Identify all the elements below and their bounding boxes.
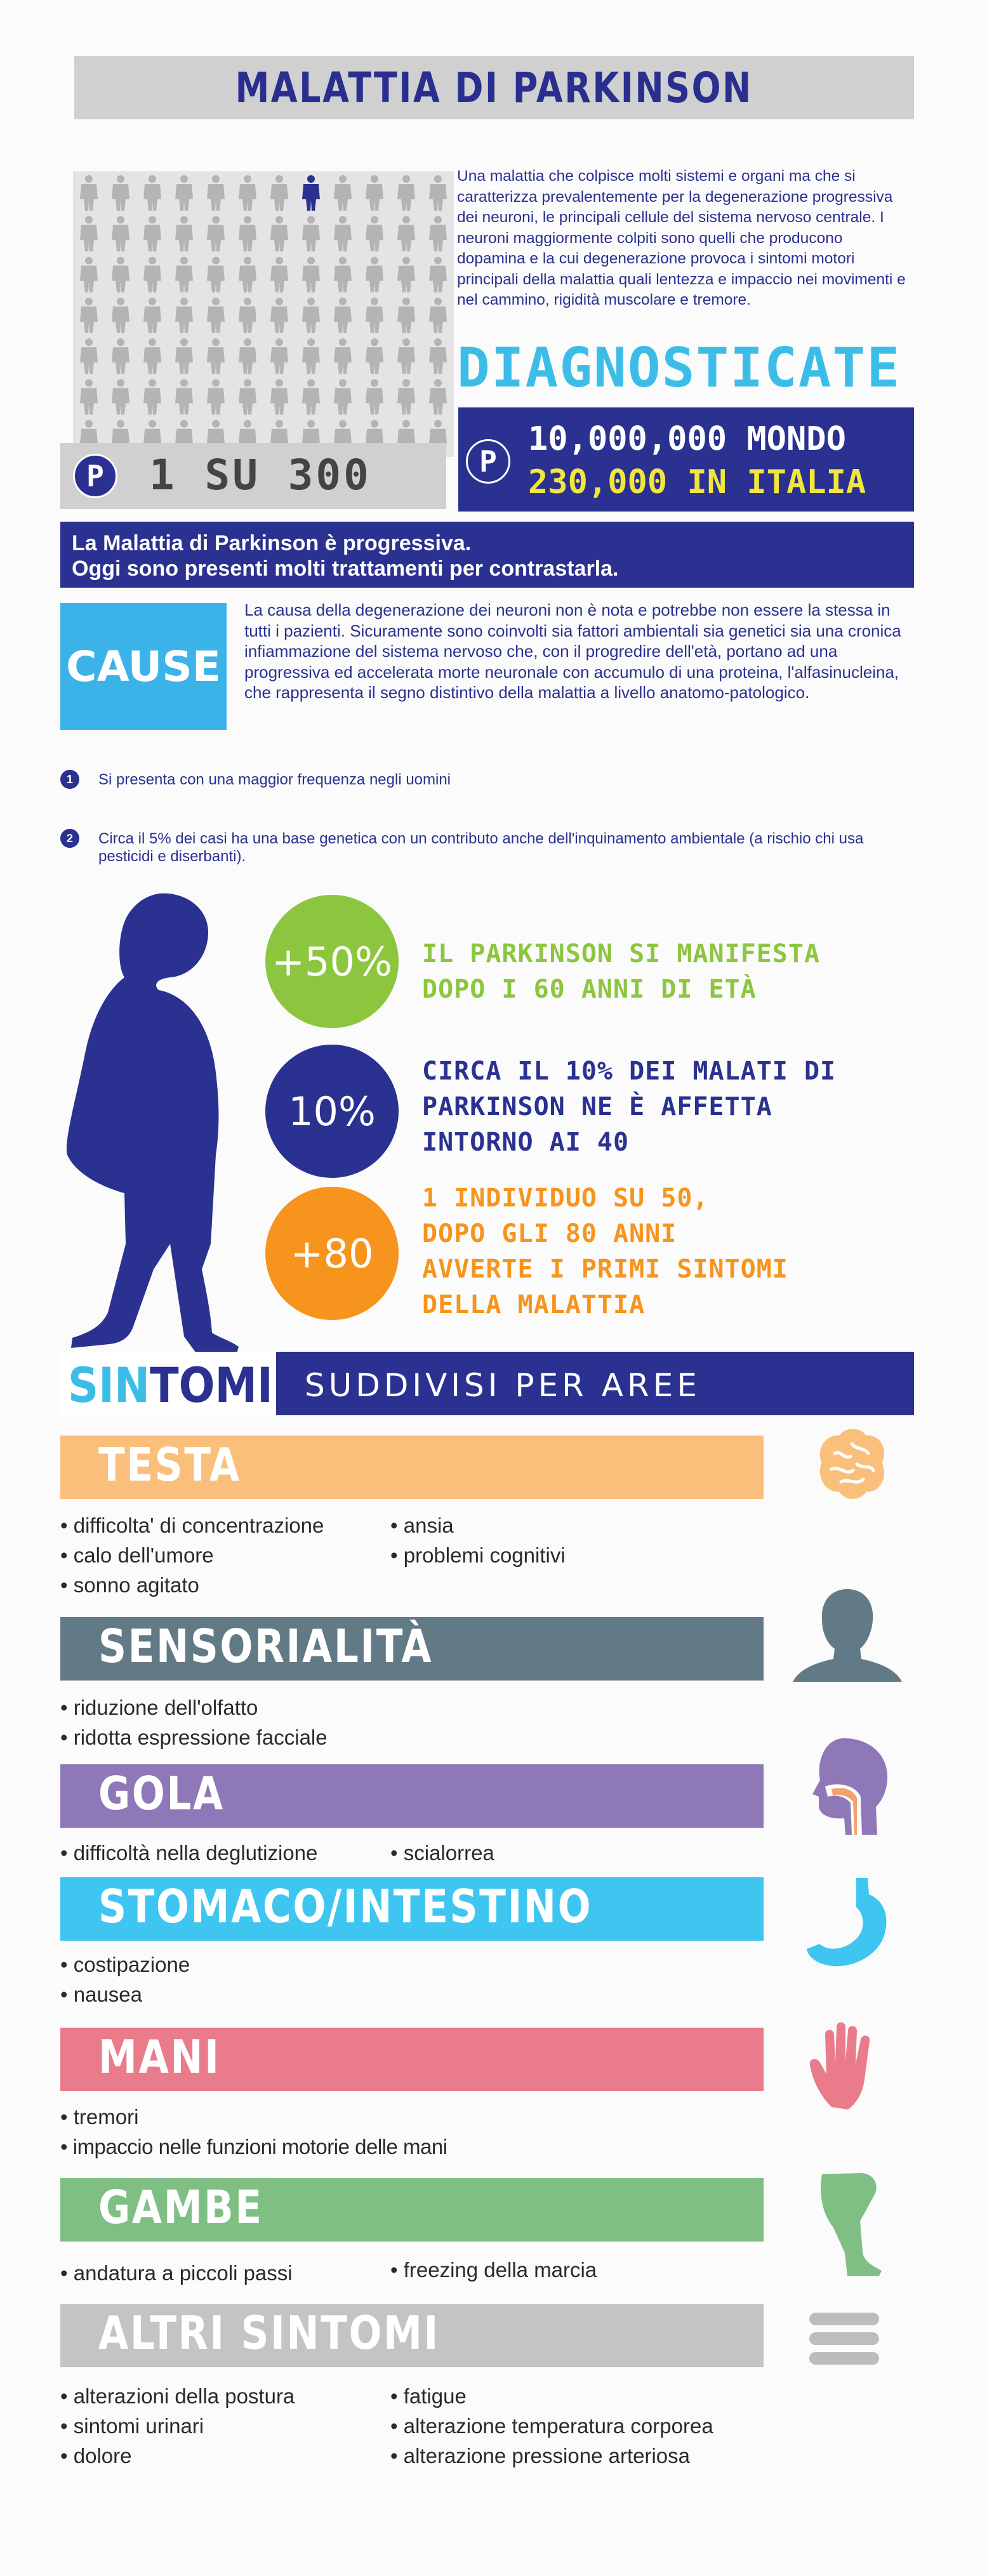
progressive-line-1: La Malattia di Parkinson è progressiva.	[72, 531, 472, 555]
person-icon	[143, 338, 161, 374]
symptom-item: • alterazione pressione arteriosa	[390, 2444, 690, 2467]
person-icon	[175, 175, 193, 211]
person-icon	[143, 257, 161, 293]
symptom-item: • difficolta' di concentrazione	[60, 1514, 324, 1537]
ratio-label: 1 SU 300	[149, 451, 371, 499]
area-label: ALTRI SINTOMI	[98, 2306, 440, 2360]
progressive-banner	[60, 522, 914, 588]
area-band-stomaco	[60, 1877, 764, 1941]
cause-point-text: Circa il 5% dei casi ha una base genetica con un contributo anche dell'inquinamento ambientale (a rischio chi usa pesticidi e diserbanti).	[98, 830, 864, 865]
italy-count: 230,000 IN ITALIA	[528, 463, 866, 501]
person-icon	[302, 338, 320, 374]
symptom-list	[390, 2255, 597, 2285]
person-icon	[334, 216, 352, 251]
symptom-item: • freezing della marcia	[390, 2258, 597, 2282]
person-icon	[207, 379, 225, 414]
person-icon	[302, 379, 320, 414]
symptom-item: • alterazioni della postura	[60, 2384, 295, 2408]
person-icon	[207, 216, 225, 251]
person-icon	[143, 175, 161, 211]
cause-label-box	[60, 603, 227, 730]
person-icon	[239, 298, 256, 333]
person-icon	[80, 298, 98, 333]
person-icon	[366, 257, 383, 293]
symptom-item: • tremori	[60, 2105, 139, 2129]
fact-circle: 10%	[265, 1045, 399, 1178]
fact-text	[422, 1054, 836, 1160]
symptom-list	[60, 1950, 190, 2009]
symptom-list	[390, 1838, 494, 1868]
person-icon	[334, 338, 352, 374]
symptom-item: • dolore	[60, 2444, 132, 2467]
people-grid	[73, 171, 454, 457]
world-count: 10,000,000 MONDO	[528, 420, 846, 458]
progressive-line-2: Oggi sono presenti molti trattamenti per contrastarla.	[72, 557, 619, 581]
area-band-gola	[60, 1764, 764, 1828]
symptom-item: • scialorrea	[390, 1841, 494, 1865]
person-icon	[80, 216, 98, 251]
symptom-list	[60, 1838, 317, 1868]
symptom-list	[390, 2381, 713, 2471]
cause-point-text: Si presenta con una maggior frequenza negli uomini	[98, 771, 451, 788]
person-icon	[302, 216, 320, 251]
fact-text	[422, 1180, 788, 1323]
fact-circle: +80	[265, 1187, 399, 1320]
leg-icon	[816, 2170, 885, 2278]
parking-p-icon: P	[466, 439, 510, 484]
person-icon	[143, 379, 161, 414]
symptom-item: • problemi cognitivi	[390, 1543, 566, 1567]
diagnosed-stat	[458, 407, 914, 512]
symptom-item: • fatigue	[390, 2384, 467, 2408]
symptom-list	[60, 1510, 324, 1600]
person-icon	[112, 175, 129, 211]
person-icon	[175, 257, 193, 293]
person-icon	[80, 257, 98, 293]
person-icon	[175, 298, 193, 333]
symptom-item: • difficoltà nella deglutizione	[60, 1841, 318, 1865]
page-title: MALATTIA DI PARKINSON	[235, 63, 753, 112]
person-icon	[112, 379, 129, 414]
person-icon	[80, 175, 98, 211]
symptom-item: • sonno agitato	[60, 1573, 199, 1597]
fact-circle: +50%	[265, 895, 399, 1028]
elderly-man-icon	[63, 888, 267, 1358]
person-icon	[270, 338, 288, 374]
area-label: STOMACO/INTESTINO	[98, 1880, 593, 1933]
fact-line: PARKINSON NE È AFFETTA	[422, 1092, 772, 1121]
area-label: GAMBE	[98, 2181, 263, 2234]
fact-line: AVVERTE I PRIMI SINTOMI	[422, 1255, 788, 1284]
area-label: MANI	[98, 2030, 221, 2084]
person-icon	[334, 257, 352, 293]
symptom-item: • andatura a piccoli passi	[60, 2261, 293, 2285]
person-highlight-icon	[302, 175, 320, 211]
fact-line: IL PARKINSON SI MANIFESTA	[422, 939, 821, 968]
person-icon	[175, 379, 193, 414]
person-icon	[366, 338, 383, 374]
person-icon	[397, 379, 415, 414]
symptom-item: • costipazione	[60, 1953, 190, 1976]
sintomi-title-part-a: SIN	[68, 1357, 150, 1413]
person-icon	[270, 298, 288, 333]
person-icon	[429, 257, 447, 293]
person-icon	[302, 298, 320, 333]
fact-line: 1 INDIVIDUO SU 50,	[422, 1184, 709, 1213]
cause-label: CAUSE	[66, 642, 221, 691]
parking-p-icon: P	[73, 454, 117, 498]
symptom-list	[60, 2381, 295, 2471]
person-icon	[397, 216, 415, 251]
area-label: GOLA	[98, 1767, 225, 1820]
person-icon	[429, 216, 447, 251]
symptom-item: • ridotta espressione facciale	[60, 1726, 328, 1749]
person-icon	[207, 175, 225, 211]
fact-line: INTORNO AI 40	[422, 1128, 630, 1157]
fact-line: DOPO GLI 80 ANNI	[422, 1219, 677, 1248]
person-icon	[175, 216, 193, 251]
person-icon	[80, 379, 98, 414]
symptom-item: • sintomi urinari	[60, 2414, 204, 2438]
fact-line: CIRCA IL 10% DEI MALATI DI	[422, 1057, 837, 1086]
person-icon	[429, 298, 447, 333]
person-icon	[366, 216, 383, 251]
intro-paragraph: Una malattia che colpisce molti sistemi e organi ma che si caratterizza prevalentemente per la degenerazione progressiva dei neuroni, le principali cellule del sistema nervoso centrale. I neuroni maggiormente colpiti sono quelli che producono dopamina e la cui degenerazione provoca i sintomi motori principali della malattia quali lentezza e impaccio nei movimenti e nel cammino, rigidità muscolare e tremore.	[457, 168, 906, 308]
fact-line: DELLA MALATTIA	[422, 1290, 646, 1319]
area-band-gambe	[60, 2178, 764, 2242]
person-icon	[270, 175, 288, 211]
person-icon	[397, 298, 415, 333]
symptom-item: • ansia	[390, 1514, 454, 1537]
number-1-icon: 1	[60, 770, 79, 789]
person-icon	[143, 216, 161, 251]
person-icon	[239, 175, 256, 211]
person-icon	[270, 216, 288, 251]
throat-icon	[806, 1736, 895, 1837]
person-icon	[270, 379, 288, 414]
area-band-altri	[60, 2304, 764, 2367]
stomach-icon	[803, 1875, 892, 1971]
person-icon	[270, 257, 288, 293]
symptom-list	[60, 1693, 328, 1752]
ratio-stat	[60, 443, 446, 509]
title-bar	[74, 56, 914, 119]
person-icon	[239, 257, 256, 293]
person-icon	[239, 338, 256, 374]
area-band-mani	[60, 2028, 764, 2091]
person-icon	[143, 298, 161, 333]
area-label: TESTA	[98, 1438, 241, 1491]
cause-point	[60, 771, 911, 789]
person-icon	[112, 338, 129, 374]
person-icon	[334, 175, 352, 211]
cause-point	[60, 830, 911, 866]
cause-paragraph: La causa della degenerazione dei neuroni non è nota e potrebbe non essere la stessa in tutti i pazienti. Sicuramente sono coinvolti sia fattori ambientali sia genetici sia una cronica infiammazione del sistema nervoso che, con il progredire dell'età, portano ad una progressiva ed accelerata morte neuronale con accumulo di una proteina, l'alfasinucleina, che rappresenta il segno distintivo della malattia a livello anatomo-patologico.	[244, 600, 901, 702]
person-icon	[207, 298, 225, 333]
symptom-list	[60, 2258, 293, 2288]
person-icon	[207, 338, 225, 374]
person-icon	[112, 216, 129, 251]
person-icon	[239, 379, 256, 414]
person-icon	[334, 298, 352, 333]
person-icon	[397, 338, 415, 374]
person-icon	[175, 338, 193, 374]
person-icon	[239, 216, 256, 251]
person-icon	[334, 379, 352, 414]
person-icon	[207, 257, 225, 293]
person-icon	[112, 257, 129, 293]
person-icon	[366, 298, 383, 333]
symptom-item: • impaccio nelle funzioni motorie delle mani	[60, 2135, 447, 2158]
sintomi-header	[60, 1352, 914, 1415]
sintomi-title	[68, 1357, 273, 1413]
person-icon	[429, 175, 447, 211]
person-icon	[80, 338, 98, 374]
symptom-list	[60, 2102, 447, 2162]
sintomi-subtitle: SUDDIVISI PER AREE	[305, 1367, 701, 1404]
person-icon	[429, 379, 447, 414]
fact-line: DOPO I 60 ANNI DI ETÀ	[422, 975, 757, 1004]
person-icon	[397, 257, 415, 293]
person-icon	[302, 257, 320, 293]
hand-icon	[806, 2018, 889, 2113]
person-icon	[112, 298, 129, 333]
symptom-item: • nausea	[60, 1983, 142, 2006]
menu-lines-icon	[809, 2310, 879, 2367]
symptom-item: • alterazione temperatura corporea	[390, 2414, 713, 2438]
sintomi-title-part-b: TOMI	[150, 1357, 273, 1413]
number-2-icon: 2	[60, 829, 79, 848]
person-icon	[366, 175, 383, 211]
person-icon	[366, 379, 383, 414]
people-grid-figures	[73, 171, 454, 457]
person-icon	[429, 338, 447, 374]
area-band-testa	[60, 1436, 764, 1499]
fact-text	[422, 936, 820, 1007]
symptom-item: • calo dell'umore	[60, 1543, 214, 1567]
brain-icon	[812, 1425, 889, 1507]
area-label: SENSORIALITÀ	[98, 1620, 434, 1673]
area-band-sensorialita	[60, 1617, 764, 1681]
diagnosticate-heading: DIAGNOSTICATE	[457, 336, 901, 400]
symptom-list	[390, 1510, 566, 1570]
head-silhouette-icon	[790, 1585, 904, 1684]
symptom-item: • riduzione dell'olfatto	[60, 1696, 258, 1719]
person-icon	[397, 175, 415, 211]
